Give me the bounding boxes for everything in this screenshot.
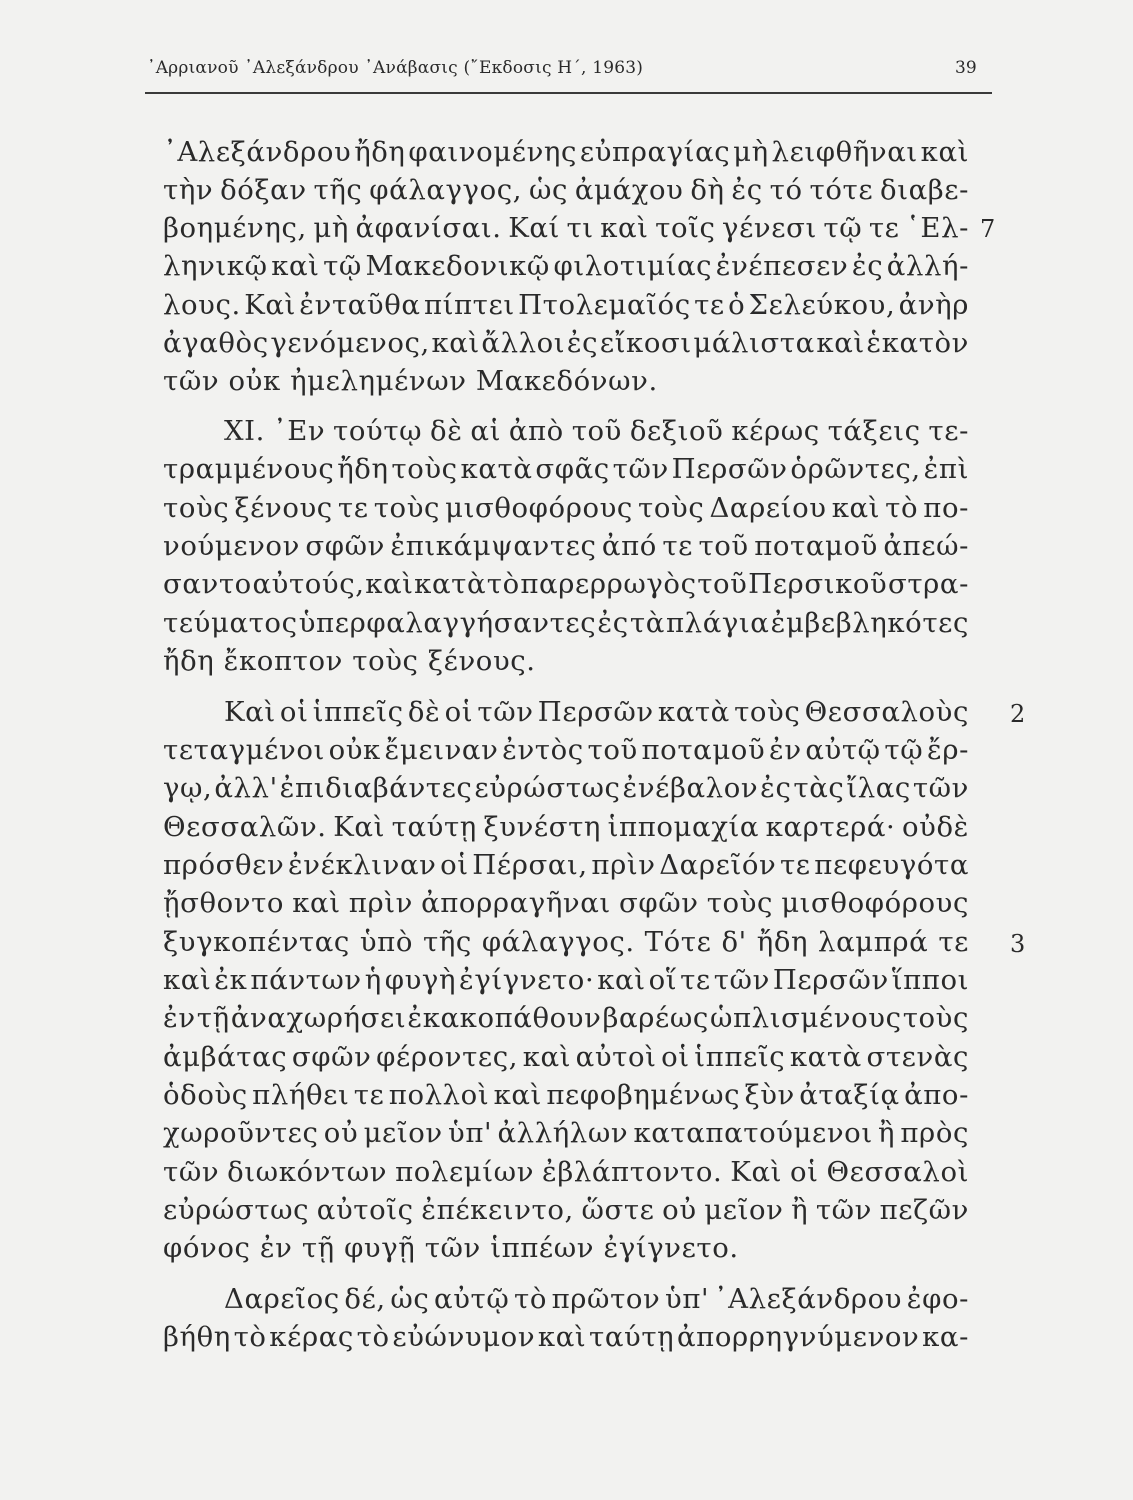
text-line: τεύματος ὑπερφαλαγγήσαντες ἐς τὰ πλάγια ἐμβεβληκότες (163, 607, 969, 639)
text-line: ἤδη ἔκοπτον τοὺς ξένους. (163, 645, 536, 677)
text-line: τραμμένους ἤδη τοὺς κατὰ σφᾶς τῶν Περσῶν ὁρῶντες, ἐπὶ (163, 453, 969, 485)
text-line: ἀμβάτας σφῶν φέροντες, καὶ αὐτοὶ οἱ ἱππεῖς κατὰ στενὰς (163, 1041, 969, 1073)
text-line: τεταγμένοι οὐκ ἔμειναν ἐντὸς τοῦ ποταμοῦ ἐν αὐτῷ τῷ ἔρ- (163, 734, 969, 766)
margin-section-number: 7 (980, 215, 996, 243)
text-line: χωροῦντες οὐ μεῖον ὑπ' ἀλλήλων καταπατούμενοι ἢ πρὸς (163, 1117, 969, 1149)
text-line: Καὶ οἱ ἱππεῖς δὲ οἱ τῶν Περσῶν κατὰ τοὺς Θεσσαλοὺς (224, 696, 969, 728)
text-line: Θεσσαλῶν. Καὶ ταύτῃ ξυνέστη ἱππομαχία καρτερά· οὐδὲ (163, 811, 969, 843)
running-head: ᾿Αρριανοῦ ᾿Αλεξάνδρου ᾿Ανάβασις (῎Εκδοσις Η΄, 1963) (147, 58, 644, 78)
text-line: τοὺς ξένους τε τοὺς μισθοφόρους τοὺς Δαρείου καὶ τὸ πο- (163, 492, 969, 524)
text-line: εὐρώστως αὐτοῖς ἐπέκειντο, ὥστε οὐ μεῖον ἢ τῶν πεζῶν (163, 1194, 969, 1226)
text-line: τῶν διωκόντων πολεμίων ἐβλάπτοντο. Καὶ οἱ Θεσσαλοὶ (163, 1156, 969, 1188)
text-line: γῳ, ἀλλ' ἐπιδιαβάντες εὐρώστως ἐνέβαλον ἐς τὰς ἴλας τῶν (163, 772, 969, 804)
text-line: βήθη τὸ κέρας τὸ εὐώνυμον καὶ ταύτῃ ἀπορρηγνύμενον κα- (163, 1321, 969, 1353)
text-line: ληνικῷ καὶ τῷ Μακεδονικῷ φιλοτιμίας ἐνέπεσεν ἐς ἀλλή- (163, 250, 969, 282)
text-line: ᾔσθοντο καὶ πρὶν ἀπορραγῆναι σφῶν τοὺς μισθοφόρους (163, 887, 969, 919)
text-line: νούμενον σφῶν ἐπικάμψαντες ἀπό τε τοῦ ποταμοῦ ἀπεώ- (163, 530, 969, 562)
header-rule (145, 92, 992, 94)
text-line: λους. Καὶ ἐνταῦθα πίπτει Πτολεμαῖός τε ὁ Σελεύκου, ἀνὴρ (163, 289, 969, 321)
text-line: ξυγκοπέντας ὑπὸ τῆς φάλαγγος. Τότε δ' ἤδη λαμπρά τε (163, 926, 969, 958)
text-line: πρόσθεν ἐνέκλιναν οἱ Πέρσαι, πρὶν Δαρεῖόν τε πεφευγότα (163, 849, 969, 881)
margin-section-number: 3 (1010, 930, 1026, 958)
text-line: τὴν δόξαν τῆς φάλαγγος, ὡς ἀμάχου δὴ ἐς τό τότε διαβε- (163, 174, 969, 206)
text-line: ἐν τῇ ἀναχωρήσει ἐκακοπάθουν βαρέως ὡπλισμένους τοὺς (163, 1002, 969, 1034)
text-line: καὶ ἐκ πάντων ἡ φυγὴ ἐγίγνετο· καὶ οἵ τε τῶν Περσῶν ἵπποι (163, 964, 970, 996)
text-line: βοημένης, μὴ ἀφανίσαι. Καί τι καὶ τοῖς γένεσι τῷ τε ῾Ελ- (163, 212, 969, 244)
text-line: ὁδοὺς πλήθει τε πολλοὶ καὶ πεφοβημένως ξὺν ἀταξίᾳ ἀπο- (163, 1079, 969, 1111)
text-line: τῶν οὐκ ἠμελημένων Μακεδόνων. (163, 365, 658, 397)
text-line: Δαρεῖος δέ, ὡς αὐτῷ τὸ πρῶτον ὑπ' ᾿Αλεξάνδρου ἐφο- (224, 1283, 969, 1315)
margin-section-number: 2 (1010, 700, 1026, 728)
text-line: φόνος ἐν τῇ φυγῇ τῶν ἱππέων ἐγίγνετο. (163, 1232, 739, 1264)
text-line: XI. ᾿Εν τούτῳ δὲ αἱ ἀπὸ τοῦ δεξιοῦ κέρως τάξεις τε- (224, 415, 969, 447)
text-line: ᾿Αλεξάνδρου ἤδη φαινομένης εὐπραγίας μὴ λειφθῆναι καὶ (163, 136, 969, 168)
page-number: 39 (955, 58, 977, 78)
text-line: ἀγαθὸς γενόμενος, καὶ ἄλλοι ἐς εἴκοσι μάλιστα καὶ ἑκατὸν (163, 327, 969, 359)
text-line: σαντο αὐτούς, καὶ κατὰ τὸ παρερρωγὸς τοῦ Περσικοῦ στρα- (163, 568, 969, 600)
